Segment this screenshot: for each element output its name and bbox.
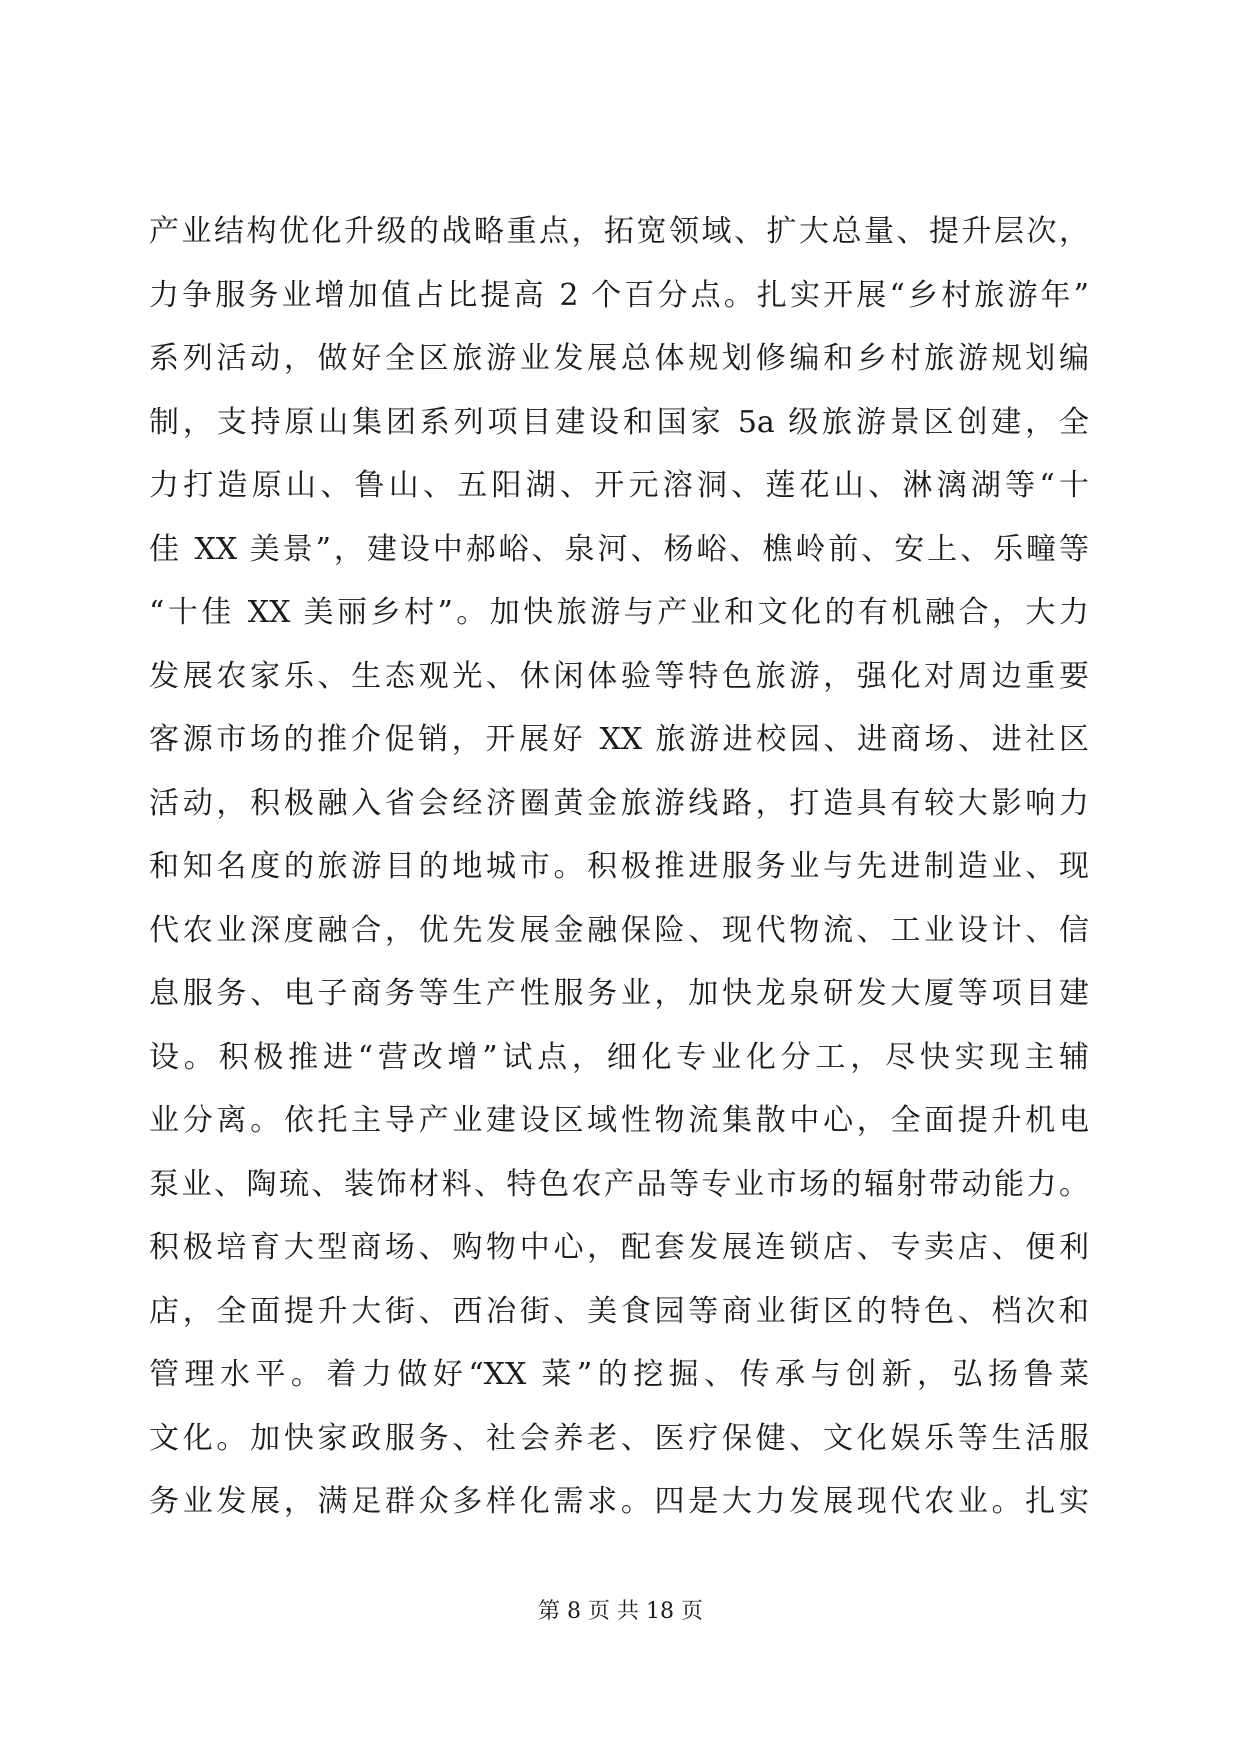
text-line: 业分离。依托主导产业建设区域性物流集散中心，全面提升机电 [149, 1103, 1089, 1138]
text-line: 和知名度的旅游目的地城市。积极推进服务业与先进制造业、现 [149, 849, 1089, 884]
text-line: “十佳 XX 美丽乡村”。加快旅游与产业和文化的有机融合，大力 [149, 595, 1089, 630]
text-line: 佳 XX 美景”，建设中郝峪、泉河、杨峪、樵岭前、安上、乐疃等 [149, 531, 1089, 567]
text-line: 系列活动，做好全区旅游业发展总体规划修编和乡村旅游规划编 [149, 341, 1089, 376]
text-line: 息服务、电子商务等生产性服务业，加快龙泉研发大厦等项目建 [149, 976, 1089, 1011]
text-line: 发展农家乐、生态观光、休闲体验等特色旅游，强化对周边重要 [149, 658, 1089, 694]
text-line: 管理水平。着力做好“XX 菜”的挖掘、传承与创新，弘扬鲁菜 [149, 1357, 1089, 1392]
text-line: 力打造原山、鲁山、五阳湖、开元溶洞、莲花山、淋漓湖等“十 [149, 468, 1089, 503]
text-line: 店，全面提升大街、西冶街、美食园等商业街区的特色、档次和 [149, 1293, 1089, 1329]
text-line: 务业发展，满足群众多样化需求。四是大力发展现代农业。扎实 [149, 1484, 1089, 1519]
text-line: 文化。加快家政服务、社会养老、医疗保健、文化娱乐等生活服 [149, 1420, 1089, 1456]
text-line: 活动，积极融入省会经济圈黄金旅游线路，打造具有较大影响力 [149, 785, 1089, 821]
text-line: 设。积极推进“营改增”试点，细化专业化分工，尽快实现主辅 [149, 1039, 1089, 1075]
text-line: 力争服务业增加值占比提高 2 个百分点。扎实开展“乡村旅游年” [149, 277, 1089, 313]
text-line: 制，支持原山集团系列项目建设和国家 5a 级旅游景区创建，全 [149, 404, 1089, 440]
text-line: 积极培育大型商场、购物中心，配套发展连锁店、专卖店、便利 [149, 1230, 1089, 1265]
page-number-footer: 第 8 页 共 18 页 [538, 1599, 703, 1624]
text-line: 产业结构优化升级的战略重点，拓宽领域、扩大总量、提升层次， [149, 214, 1089, 249]
text-line: 泵业、陶琉、装饰材料、特色农产品等专业市场的辐射带动能力。 [149, 1166, 1089, 1202]
body-text [149, 200, 1089, 1534]
text-line: 客源市场的推介促销，开展好 XX 旅游进校园、进商场、进社区 [149, 722, 1089, 757]
text-line: 代农业深度融合，优先发展金融保险、现代物流、工业设计、信 [149, 912, 1089, 948]
